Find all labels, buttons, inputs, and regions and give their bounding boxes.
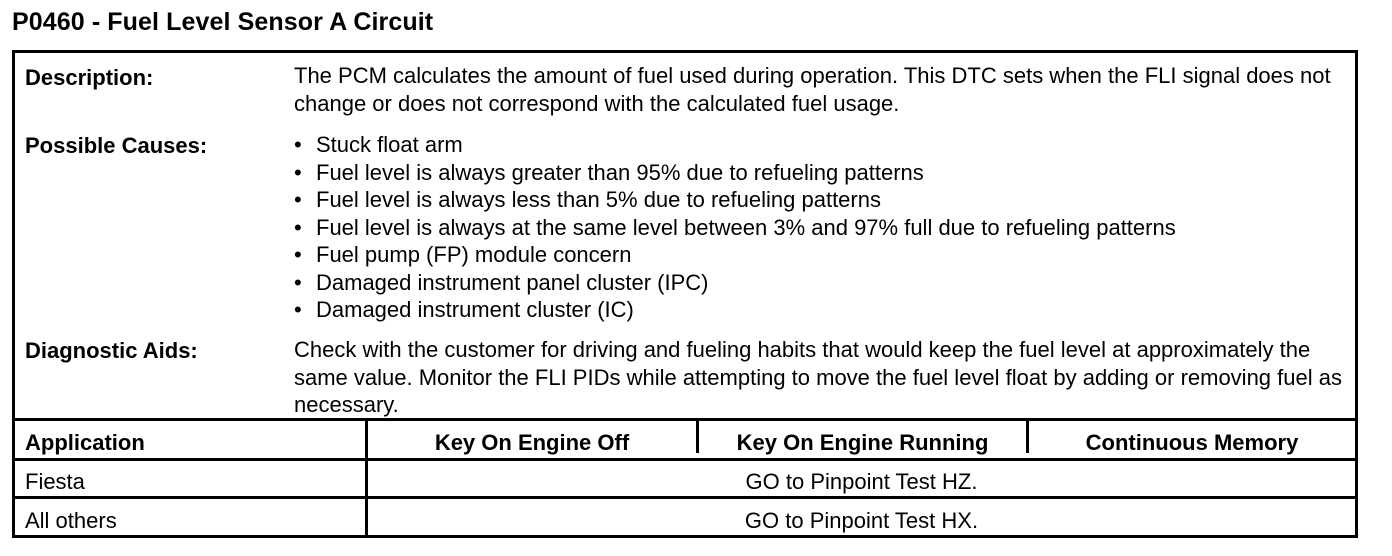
header-application: Application: [25, 430, 145, 455]
cause-text: Fuel level is always at the same level between 3% and 97% full due to refueling patterns: [316, 214, 1176, 240]
bullet: •: [294, 214, 302, 240]
header-key-on-engine-running: Key On Engine Running: [736, 430, 989, 455]
possible-causes-label: Possible Causes:: [25, 133, 208, 158]
dtc-info-box: [12, 50, 1358, 538]
bullet: •: [294, 297, 302, 322]
list-item: [294, 131, 1176, 159]
cause-text: Stuck float arm: [316, 132, 463, 157]
bullet: •: [294, 242, 302, 267]
possible-causes-list: [294, 131, 1176, 324]
description-text: The PCM calculates the amount of fuel used during operation. This DTC sets when the FLI signal does not change or does not correspond with the calculated fuel usage.: [294, 63, 1331, 116]
header-key-on-engine-off: Key On Engine Off: [434, 430, 630, 455]
cause-text: Fuel pump (FP) module concern: [316, 242, 632, 267]
cause-text: Damaged instrument panel cluster (IPC): [316, 269, 709, 295]
row-action-fiesta: GO to Pinpoint Test HZ.: [745, 469, 978, 494]
row-action-all-others: GO to Pinpoint Test HX.: [744, 508, 979, 533]
table-top-divider: [15, 418, 1355, 421]
list-item: [294, 241, 1176, 269]
diagnostic-aids-text: Check with the customer for driving and fueling habits that would keep the fuel level at approximately the same value. Monitor the FLI PIDs while attempting to move the fuel level float by adding or removing fuel as necessary.: [294, 337, 1342, 417]
header-continuous-memory: Continuous Memory: [1085, 430, 1299, 455]
bullet: •: [294, 132, 302, 157]
list-item: [294, 159, 1176, 187]
description-label: Description:: [25, 65, 154, 90]
list-item: [294, 269, 1176, 297]
cause-text: Fuel level is always greater than 95% due to refueling patterns: [316, 159, 924, 185]
bullet: •: [294, 269, 302, 295]
bullet: •: [294, 187, 302, 212]
row-application-all-others: All others: [25, 508, 117, 533]
page-title: P0460 - Fuel Level Sensor A Circuit: [12, 8, 434, 36]
cause-text: Damaged instrument cluster (IC): [316, 297, 634, 322]
row-application-fiesta: Fiesta: [25, 469, 85, 494]
cause-text: Fuel level is always less than 5% due to refueling patterns: [316, 187, 881, 212]
list-item: [294, 186, 1176, 214]
table-row-divider: [15, 496, 1355, 499]
table-row-divider: [15, 458, 1355, 461]
bullet: •: [294, 159, 302, 185]
list-item: [294, 296, 1176, 324]
list-item: [294, 214, 1176, 242]
diagnostic-aids-label: Diagnostic Aids:: [25, 338, 198, 363]
